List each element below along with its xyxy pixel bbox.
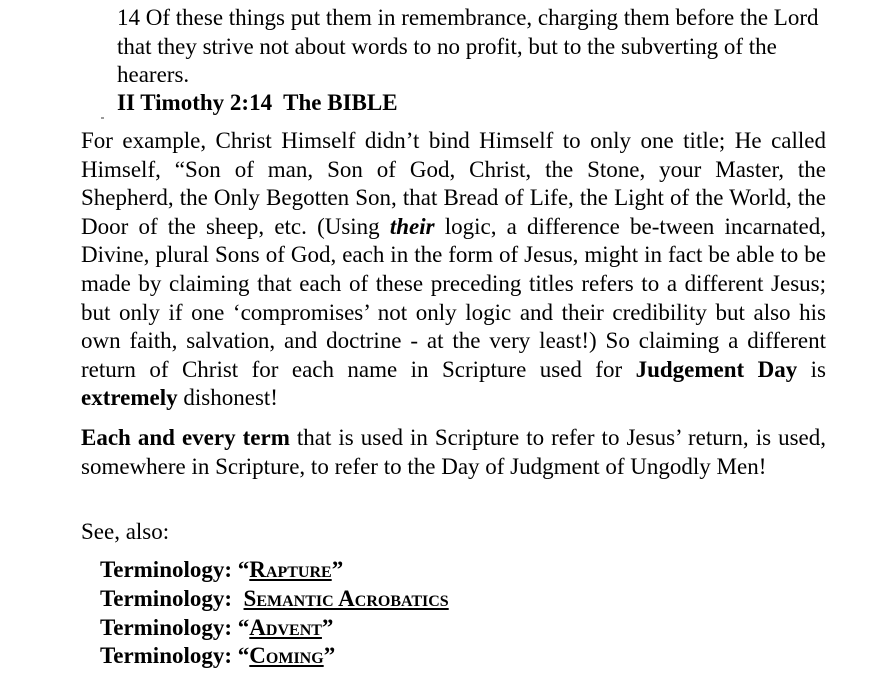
emphasis-their: their <box>389 213 435 239</box>
link-semantic-acrobatics[interactable]: Semantic Acrobatics <box>243 586 449 611</box>
scripture-quote: 14 Of these things put them in remembrance, charging them before the Lord that they strive not about words to no profit, but to the subverting of the hearers. <box>117 5 819 87</box>
paragraph-text: is <box>797 356 826 382</box>
terminology-entry <box>100 585 449 613</box>
paragraph-text: For example, Christ Himself didn’t bind Himself to only one title; He called Himself, “Son of man, Son of God, Christ, the Stone, your Master, the Shepherd, the Only Begotten Son, that Bread of Life, the Light of the World, the Door of the sheep, etc. (Using <box>81 128 826 239</box>
stray-mark <box>101 117 104 119</box>
link-advent[interactable]: Advent <box>249 615 322 640</box>
term-suffix: ” <box>331 557 344 582</box>
terminology-entry <box>100 556 343 584</box>
body-paragraph <box>81 424 826 481</box>
emphasis-extremely: extremely <box>81 385 178 411</box>
paragraph-text: that is used in Scripture to refer to Jesus’ return, is used, somewhere in Scripture, to refer to the Day of Judgment of Ungodly Men! <box>81 425 826 479</box>
scripture-citation: II Timothy 2:14 The BIBLE <box>117 90 398 115</box>
see-also-label: See, also: <box>81 519 170 544</box>
link-coming[interactable]: Coming <box>249 643 324 668</box>
emphasis-judgement-day: Judgement Day <box>635 356 798 382</box>
term-suffix: ” <box>323 643 336 668</box>
paragraph-text: dishonest! <box>177 385 278 411</box>
term-prefix: Terminology: “ <box>100 615 250 640</box>
body-paragraph <box>81 127 826 413</box>
terminology-entry <box>100 642 335 670</box>
paragraph-text: logic, a difference be-tween incarnated, Divine, plural Sons of God, each in the form of Jesus, might in fact be able to be made by claiming that each of these preceding titles refers to a different Jesus; but only if one ‘compromises’ not only logic and their credibility but also his own faith, salvation, and doctrine - at the very least!) So claiming a different return of Christ for each name in Scripture used for <box>81 213 827 382</box>
term-suffix: ” <box>321 615 334 640</box>
term-prefix: Terminology: <box>100 586 244 611</box>
terminology-entry <box>100 614 333 642</box>
emphasis-each-and-every-term: Each and every term <box>81 425 290 450</box>
term-prefix: Terminology: “ <box>100 557 250 582</box>
term-prefix: Terminology: “ <box>100 643 250 668</box>
link-rapture[interactable]: Rapture <box>249 557 332 582</box>
